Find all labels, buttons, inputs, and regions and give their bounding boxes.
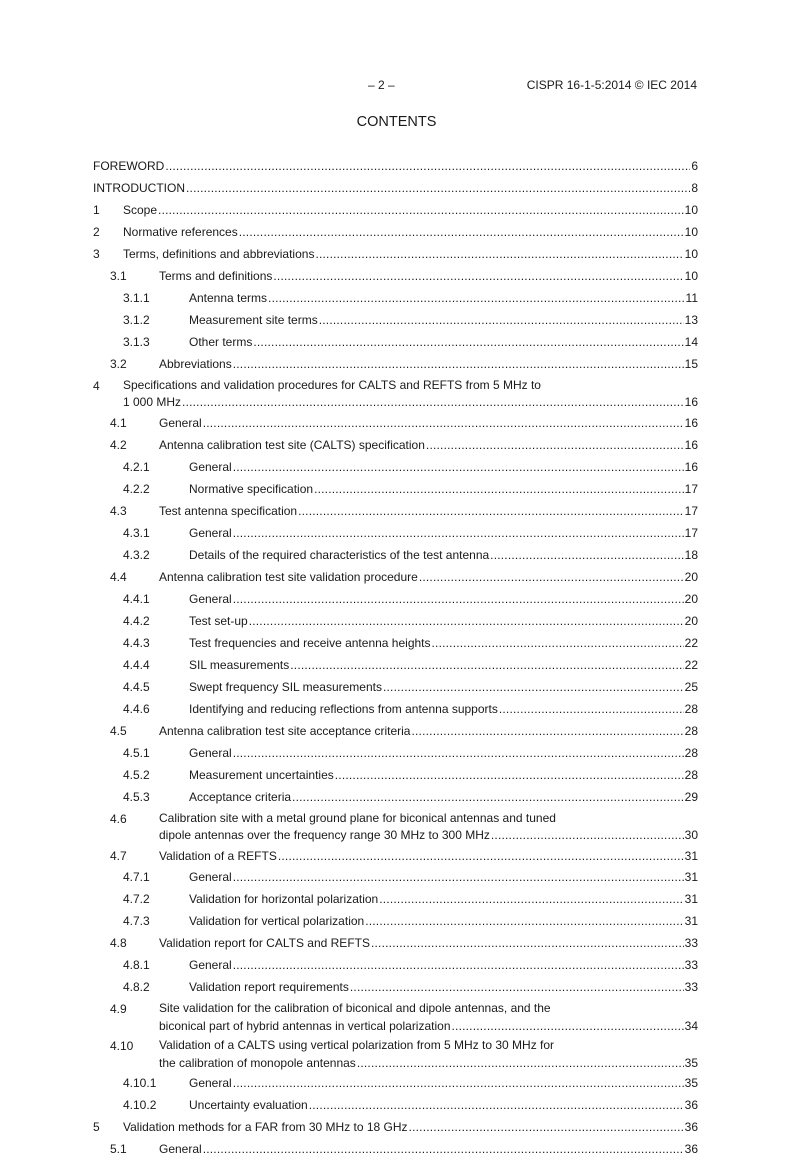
toc-section-number: 3 — [93, 246, 100, 261]
toc-entry[interactable] — [93, 223, 698, 242]
toc-entry[interactable] — [93, 788, 698, 807]
toc-section-number: 4.4.1 — [123, 591, 150, 606]
toc-entry[interactable] — [93, 890, 698, 909]
toc-section-number: 4.3.2 — [123, 547, 150, 562]
toc-page-number: 29 — [684, 789, 698, 804]
dot-leader — [409, 1118, 684, 1137]
toc-page-number: 28 — [684, 701, 698, 716]
toc-entry[interactable] — [93, 1000, 698, 1034]
toc-page-number: 22 — [684, 657, 698, 672]
toc-section-number: 4.7 — [110, 848, 127, 863]
toc-entry[interactable] — [93, 568, 698, 587]
dot-leader — [233, 956, 684, 975]
toc-section-title: General — [189, 958, 232, 973]
toc-section-title: Terms and definitions — [159, 268, 273, 283]
toc-page-number: 33 — [684, 958, 698, 973]
toc-section-title: Calibration site with a metal ground plane for biconical antennas and tuned — [159, 810, 556, 825]
toc-entry[interactable] — [93, 912, 698, 931]
toc-section-number: 4.7.1 — [123, 870, 150, 885]
dot-leader — [233, 524, 684, 543]
toc-section-number: 3.1.2 — [123, 312, 150, 327]
toc-page-number: 16 — [684, 437, 698, 452]
toc-entry[interactable] — [93, 1140, 698, 1159]
dot-leader — [203, 414, 684, 433]
toc-section-number: 4.4.5 — [123, 679, 150, 694]
toc-section-title: Antenna calibration test site validation procedure — [159, 569, 418, 584]
toc-entry[interactable] — [93, 524, 698, 543]
toc-entry[interactable] — [93, 311, 698, 330]
toc-section-number: 4.2.1 — [123, 459, 150, 474]
toc-section-number: 3.1.3 — [123, 334, 150, 349]
dot-leader — [365, 912, 683, 931]
toc-section-title: Site validation for the calibration of biconical and dipole antennas, and the — [159, 1001, 551, 1016]
toc-section-number: 4.2.2 — [123, 481, 150, 496]
dot-leader — [350, 978, 684, 997]
toc-entry[interactable] — [93, 868, 698, 887]
toc-section-title: Swept frequency SIL measurements — [189, 679, 382, 694]
dot-leader — [432, 634, 684, 653]
toc-section-number: 4.10.1 — [123, 1076, 157, 1091]
toc-page-number: 33 — [684, 936, 698, 951]
dot-leader — [233, 744, 684, 763]
toc-section-number: 4.8 — [110, 936, 127, 951]
toc-section-title: Details of the required characteristics of the test antenna — [189, 547, 490, 562]
toc-entry[interactable] — [93, 480, 698, 499]
dot-leader — [203, 1140, 684, 1159]
toc-page-number: 34 — [684, 1018, 698, 1033]
dot-leader — [158, 201, 684, 220]
toc-section-title: Validation for vertical polarization — [189, 914, 365, 929]
table-of-contents — [93, 157, 698, 1160]
toc-page-number: 31 — [684, 848, 698, 863]
toc-page-number: 36 — [684, 1142, 698, 1157]
toc-page-number: 10 — [684, 202, 698, 217]
toc-section-number: 4.4.4 — [123, 657, 150, 672]
toc-entry[interactable] — [93, 978, 698, 997]
toc-section-number: 4.8.2 — [123, 980, 150, 995]
page-title: CONTENTS — [356, 114, 437, 130]
toc-page-number: 22 — [684, 635, 698, 650]
dot-leader — [499, 700, 684, 719]
toc-page-number: 14 — [684, 334, 698, 349]
toc-page-number: 28 — [684, 767, 698, 782]
toc-section-title: General — [189, 745, 232, 760]
toc-section-title: Measurement site terms — [189, 312, 318, 327]
toc-section-title: FOREWORD — [93, 159, 165, 173]
toc-section-title: General — [189, 870, 232, 885]
toc-section-title: Validation report requirements — [189, 980, 349, 995]
toc-entry[interactable] — [93, 744, 698, 763]
toc-section-title: Scope — [123, 202, 158, 217]
toc-entry[interactable] — [93, 414, 698, 433]
toc-page-number: 25 — [684, 679, 698, 694]
toc-entry[interactable] — [93, 700, 698, 719]
dot-leader — [315, 245, 683, 264]
dot-leader — [298, 502, 684, 521]
dot-leader — [249, 612, 684, 631]
toc-page-number: 8 — [691, 180, 698, 195]
toc-section-number: 4.3.1 — [123, 525, 150, 540]
toc-section-title: Terms, definitions and abbreviations — [123, 246, 315, 261]
toc-section-title: Measurement uncertainties — [189, 767, 334, 782]
toc-section-number: 3.2 — [110, 356, 127, 371]
dot-leader — [268, 289, 684, 308]
toc-section-title: biconical part of hybrid antennas in vertical polarization — [159, 1018, 451, 1033]
toc-section-number: 4.4 — [110, 569, 127, 584]
toc-page-number: 20 — [684, 569, 698, 584]
dot-leader — [335, 766, 684, 785]
toc-entry[interactable] — [93, 289, 698, 308]
toc-section-title: General — [189, 591, 232, 606]
toc-page-number: 17 — [684, 525, 698, 540]
toc-entry[interactable] — [93, 355, 698, 374]
toc-section-number: 4.8.1 — [123, 958, 150, 973]
toc-page-number: 16 — [684, 395, 698, 410]
toc-section-title: Antenna calibration test site (CALTS) specification — [159, 437, 425, 452]
dot-leader — [233, 590, 684, 609]
toc-section-title: General — [159, 415, 202, 430]
toc-section-title: Antenna terms — [189, 290, 268, 305]
dot-leader — [309, 1096, 684, 1115]
toc-page-number: 33 — [684, 980, 698, 995]
dot-leader — [357, 1055, 684, 1072]
toc-entry[interactable] — [93, 934, 698, 953]
dot-leader — [292, 788, 684, 807]
toc-section-title: Uncertainty evaluation — [189, 1098, 308, 1113]
toc-entry[interactable] — [93, 179, 698, 198]
toc-entry[interactable] — [93, 1037, 698, 1071]
dot-leader — [319, 311, 684, 330]
dot-leader — [253, 333, 683, 352]
toc-entry[interactable] — [93, 201, 698, 220]
toc-page-number: 6 — [691, 159, 698, 173]
toc-section-title: Identifying and reducing reflections from antenna supports — [189, 701, 498, 716]
toc-section-number: 4 — [93, 378, 100, 393]
toc-entry[interactable] — [93, 267, 698, 286]
dot-leader — [491, 827, 684, 844]
toc-section-number: 4.3 — [110, 503, 127, 518]
toc-section-title: Antenna calibration test site acceptance criteria — [159, 723, 411, 738]
toc-section-number: 4.5.3 — [123, 789, 150, 804]
toc-section-title: Test set-up — [189, 613, 248, 628]
toc-entry[interactable] — [93, 810, 698, 844]
toc-entry[interactable] — [93, 436, 698, 455]
dot-leader — [273, 267, 683, 286]
toc-section-title: General — [159, 1142, 202, 1157]
toc-entry[interactable] — [93, 1096, 698, 1115]
toc-section-title: Normative references — [123, 224, 238, 239]
toc-entry[interactable] — [93, 956, 698, 975]
toc-page-number: 30 — [684, 827, 698, 842]
dot-leader — [233, 1074, 684, 1093]
toc-section-number: 3.1 — [110, 268, 127, 283]
toc-entry[interactable] — [93, 766, 698, 785]
toc-section-title: Test frequencies and receive antenna heights — [189, 635, 431, 650]
toc-entry[interactable] — [93, 157, 698, 176]
toc-section-title: General — [189, 1076, 232, 1091]
toc-page-number: 10 — [684, 268, 698, 283]
toc-section-number: 4.1 — [110, 415, 127, 430]
dot-leader — [239, 223, 684, 242]
toc-section-number: 4.9 — [110, 1002, 127, 1017]
toc-page-number: 17 — [684, 503, 698, 518]
toc-page-number: 13 — [684, 312, 698, 327]
toc-section-title: Other terms — [189, 334, 253, 349]
toc-page-number: 31 — [684, 914, 698, 929]
dot-leader — [379, 890, 683, 909]
toc-section-title: SIL measurements — [189, 657, 290, 672]
dot-leader — [186, 179, 690, 198]
toc-section-title: the calibration of monopole antennas — [159, 1055, 356, 1070]
dot-leader — [182, 394, 684, 411]
toc-entry[interactable] — [93, 502, 698, 521]
toc-entry[interactable] — [93, 458, 698, 477]
toc-page-number: 31 — [684, 870, 698, 885]
toc-entry[interactable] — [93, 1074, 698, 1093]
toc-entry[interactable] — [93, 847, 698, 866]
toc-section-title: Validation of a CALTS using vertical polarization from 5 MHz to 30 MHz for — [159, 1038, 555, 1053]
toc-entry[interactable] — [93, 377, 698, 411]
dot-leader — [165, 157, 690, 176]
dot-leader — [233, 868, 684, 887]
dot-leader — [371, 934, 684, 953]
toc-section-number: 4.10.2 — [123, 1098, 157, 1113]
toc-section-title: INTRODUCTION — [93, 180, 185, 195]
toc-section-number: 4.7.3 — [123, 914, 150, 929]
toc-entry[interactable] — [93, 333, 698, 352]
toc-section-number: 4.4.3 — [123, 635, 150, 650]
toc-entry[interactable] — [93, 546, 698, 565]
toc-page-number: 31 — [684, 892, 698, 907]
toc-entry[interactable] — [93, 634, 698, 653]
toc-page-number: 20 — [684, 591, 698, 606]
toc-page-number: 15 — [684, 356, 698, 371]
dot-leader — [278, 847, 684, 866]
dot-leader — [426, 436, 684, 455]
toc-page-number: 28 — [684, 723, 698, 738]
toc-section-title: Abbreviations — [159, 356, 232, 371]
toc-section-title: Normative specification — [189, 481, 314, 496]
toc-section-title: General — [189, 459, 232, 474]
toc-section-title: Validation for horizontal polarization — [189, 892, 379, 907]
toc-page-number: 10 — [684, 246, 698, 261]
toc-section-title: Specifications and validation procedures for CALTS and REFTS from 5 MHz to — [123, 377, 541, 392]
standard-reference: CISPR 16-1-5:2014 © IEC 2014 — [526, 78, 697, 92]
dot-leader — [233, 458, 684, 477]
toc-section-number: 4.2 — [110, 437, 127, 452]
toc-section-number: 5 — [93, 1120, 100, 1135]
toc-page-number: 36 — [684, 1098, 698, 1113]
toc-entry[interactable] — [93, 678, 698, 697]
dot-leader — [490, 546, 683, 565]
toc-page-number: 16 — [684, 459, 698, 474]
toc-entry[interactable] — [93, 656, 698, 675]
toc-section-title: dipole antennas over the frequency range 30 MHz to 300 MHz — [159, 827, 490, 842]
toc-page-number: 11 — [685, 290, 698, 305]
toc-section-title: Validation report for CALTS and REFTS — [159, 936, 370, 951]
dot-leader — [233, 355, 684, 374]
toc-entry[interactable] — [93, 245, 698, 264]
toc-section-title: Validation methods for a FAR from 30 MHz to 18 GHz — [123, 1120, 408, 1135]
toc-section-number: 4.6 — [110, 811, 127, 826]
toc-entry[interactable] — [93, 590, 698, 609]
dot-leader — [411, 722, 683, 741]
toc-entry[interactable] — [93, 722, 698, 741]
toc-section-number: 2 — [93, 224, 100, 239]
toc-page-number: 20 — [684, 613, 698, 628]
toc-page-number: 10 — [684, 224, 698, 239]
toc-page-number: 35 — [684, 1076, 698, 1091]
toc-page-number: 18 — [684, 547, 698, 562]
toc-page-number: 36 — [684, 1120, 698, 1135]
dot-leader — [314, 480, 684, 499]
page-number: – 2 – — [368, 78, 395, 92]
toc-section-number: 4.4.2 — [123, 613, 150, 628]
toc-section-number: 4.5.1 — [123, 745, 150, 760]
dot-leader — [452, 1018, 684, 1035]
dot-leader — [419, 568, 684, 587]
toc-section-number: 4.5 — [110, 723, 127, 738]
dot-leader — [290, 656, 683, 675]
toc-section-number: 1 — [93, 202, 100, 217]
toc-section-title: General — [189, 525, 232, 540]
toc-entry[interactable] — [93, 1118, 698, 1137]
toc-section-title: Test antenna specification — [159, 503, 298, 518]
toc-page-number: 35 — [684, 1055, 698, 1070]
toc-section-number: 4.7.2 — [123, 892, 150, 907]
toc-section-number: 4.5.2 — [123, 767, 150, 782]
toc-entry[interactable] — [93, 612, 698, 631]
toc-page-number: 16 — [684, 415, 698, 430]
toc-section-number: 4.4.6 — [123, 701, 150, 716]
toc-section-number: 3.1.1 — [123, 290, 150, 305]
toc-section-number: 5.1 — [110, 1142, 127, 1157]
toc-section-title: Acceptance criteria — [189, 789, 292, 804]
toc-section-title: Validation of a REFTS — [159, 848, 277, 863]
toc-section-title: 1 000 MHz — [123, 395, 182, 410]
toc-section-number: 4.10 — [110, 1039, 134, 1054]
dot-leader — [383, 678, 684, 697]
toc-page-number: 28 — [684, 745, 698, 760]
toc-page-number: 17 — [684, 481, 698, 496]
